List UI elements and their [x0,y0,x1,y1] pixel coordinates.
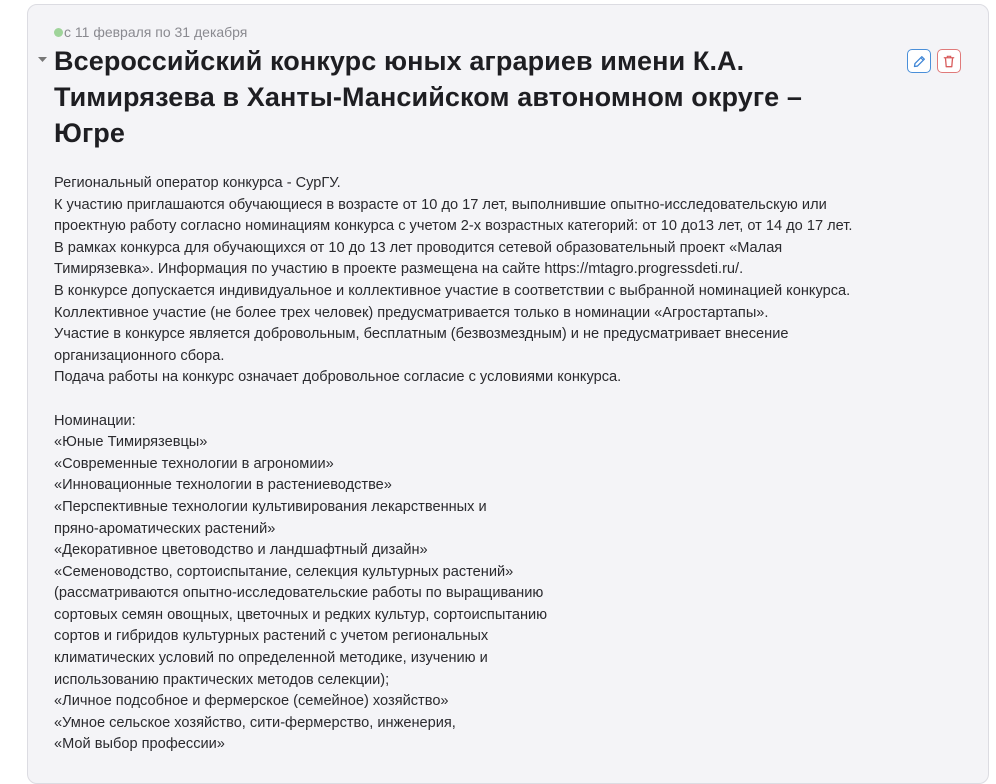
event-title [54,43,854,151]
event-title-line: Тимирязева в Ханты-Мансийском автономном округе – [54,82,803,112]
nomination-line: климатических условий по определенной методике, изучению и [54,650,488,667]
nomination-line: использованию практических методов селекции); [54,671,390,688]
event-date-row [54,22,247,42]
nomination-line: «Инновационные технологии в растениеводстве» [54,477,392,494]
event-date-range: с 11 февраля по 31 декабря [64,24,248,40]
event-description [54,173,974,756]
nomination-line: «Декоративное цветоводство и ландшафтный дизайн» [54,542,428,559]
delete-button[interactable] [937,49,961,73]
nomination-line: сортовых семян овощных, цветочных и редких культур, сортоиспытанию [54,606,548,623]
event-actions [907,49,961,73]
description-line: организационного сбора. [54,347,225,364]
description-line: К участию приглашаются обучающиеся в возрасте от 10 до 17 лет, выполнившие опытно-исследовательскую или [54,196,827,213]
paragraph-spacer [54,389,974,411]
trash-icon [943,55,955,68]
nomination-line: (рассматриваются опытно-исследовательские работы по выращиванию [54,585,544,602]
description-line: В рамках конкурса для обучающихся от 10 до 13 лет проводится сетевой образовательный проект «Малая [54,239,783,256]
description-line: Тимирязевка». Информация по участию в проекте размещена на сайте https://mtagro.progressdeti.ru/. [54,261,744,278]
collapse-toggle[interactable] [38,54,50,66]
event-title-line: Всероссийский конкурс юных аграриев имени К.А. [54,46,745,76]
nomination-line: «Юные Тимирязевцы» [54,434,208,451]
event-card [27,4,989,784]
description-line: Коллективное участие (не более трех человек) предусматривается только в номинации «Агростартапы». [54,304,769,321]
status-dot [54,28,63,37]
nomination-line: «Семеноводство, сортоиспытание, селекция культурных растений» [54,563,514,580]
nomination-line: пряно-ароматических растений» [54,520,276,537]
nomination-line: «Современные технологии в агрономии» [54,455,334,472]
edit-button[interactable] [907,49,931,73]
description-line: Региональный оператор конкурса - СурГУ. [54,175,341,191]
nomination-line: «Личное подсобное и фермерское (семейное) хозяйство» [54,693,449,710]
pencil-icon [913,55,926,68]
nomination-line: «Умное сельское хозяйство, сити-фермерство, инженерия, [54,714,456,731]
caret-down-icon [38,57,47,63]
description-line: проектную работу согласно номинациям конкурса с учетом 2-х возрастных категорий: от 10 до13 лет, от 14 до 17 лет. [54,218,853,235]
nomination-line: «Перспективные технологии культивирования лекарственных и [54,498,487,515]
description-line: В конкурсе допускается индивидуальное и коллективное участие в соответствии с выбранной номинацией конкурса. [54,282,851,299]
nomination-line: сортов и гибридов культурных растений с учетом региональных [54,628,489,645]
description-line: Подача работы на конкурс означает добровольное согласие с условиями конкурса. [54,369,622,386]
nomination-line: «Мой выбор профессии» [54,736,225,753]
event-title-line: Югре [54,118,125,148]
nominations-heading: Номинации: [54,412,136,429]
description-line: Участие в конкурсе является добровольным, бесплатным (безвозмездным) и не предусматривает внесение [54,326,789,343]
